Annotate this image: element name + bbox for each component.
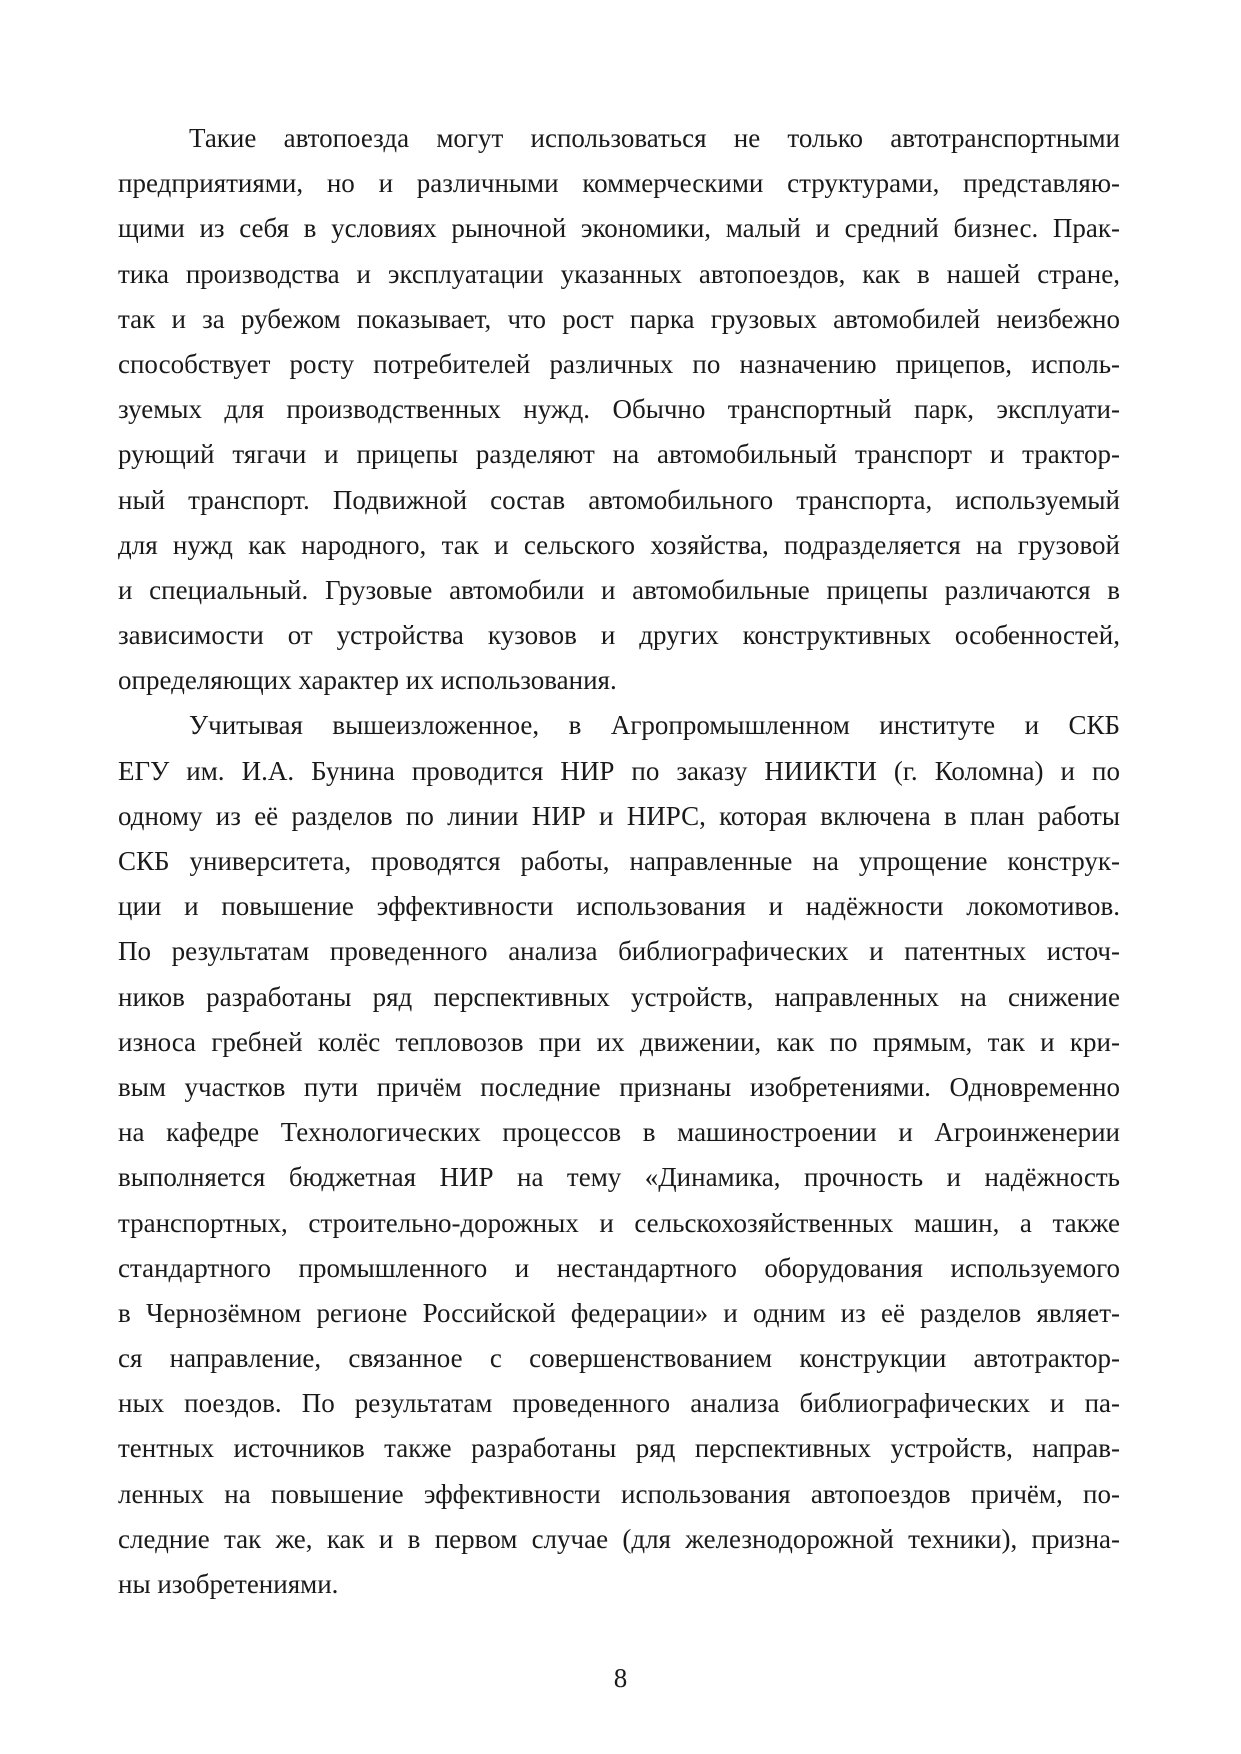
text-line: рующий тягачи и прицепы разделяют на автомобильный транспорт и трактор- xyxy=(118,439,1120,470)
text-line: в Чернозёмном регионе Российской федерации» и одним из её разделов являет- xyxy=(118,1297,1120,1328)
text-line: Учитывая вышеизложенное, в Агропромышленном институте и СКБ xyxy=(189,710,1120,741)
text-line: вым участков пути причём последние признаны изобретениями. Одновременно xyxy=(118,1071,1120,1102)
text-line: износа гребней колёс тепловозов при их движении, как по прямым, так и кри- xyxy=(118,1026,1120,1057)
text-line: ции и повышение эффективности использования и надёжности локомотивов. xyxy=(118,891,1120,922)
text-line: способствует росту потребителей различных по назначению прицепов, исполь- xyxy=(118,348,1120,379)
text-line: зависимости от устройства кузовов и других конструктивных особенностей, xyxy=(118,620,1120,651)
text-line: стандартного промышленного и нестандартного оборудования используемого xyxy=(118,1252,1120,1283)
text-line: для нужд как народного, так и сельского хозяйства, подразделяется на грузовой xyxy=(118,529,1120,560)
body-text xyxy=(118,116,1120,1607)
text-line: ников разработаны ряд перспективных устройств, направленных на снижение xyxy=(118,981,1120,1012)
text-line: ный транспорт. Подвижной состав автомобильного транспорта, используемый xyxy=(118,484,1120,515)
text-line: Такие автопоезда могут использоваться не только автотранспортными xyxy=(189,123,1120,153)
text-line: и специальный. Грузовые автомобили и автомобильные прицепы различаются в xyxy=(118,574,1120,605)
text-line: щими из себя в условиях рыночной экономики, малый и средний бизнес. Прак- xyxy=(118,213,1120,244)
text-line: ны изобретениями. xyxy=(118,1569,339,1599)
text-line: одному из её разделов по линии НИР и НИРС, которая включена в план работы xyxy=(118,800,1120,831)
text-line: ных поездов. По результатам проведенного анализа библиографических и па- xyxy=(118,1388,1120,1419)
text-line: зуемых для производственных нужд. Обычно транспортный парк, эксплуати- xyxy=(118,394,1120,425)
text-line: определяющих характер их использования. xyxy=(118,665,617,696)
paragraph-1 xyxy=(118,116,1120,703)
text-line: так и за рубежом показывает, что рост парка грузовых автомобилей неизбежно xyxy=(118,303,1120,334)
page-number: 8 xyxy=(613,1663,628,1693)
text-line: тентных источников также разработаны ряд перспективных устройств, направ- xyxy=(118,1433,1120,1464)
text-line: тика производства и эксплуатации указанных автопоездов, как в нашей стране, xyxy=(118,258,1120,289)
text-line: ся направление, связанное с совершенствованием конструкции автотрактор- xyxy=(118,1343,1120,1374)
text-line: предприятиями, но и различными коммерческими структурами, представляю- xyxy=(118,168,1120,199)
text-line: транспортных, строительно-дорожных и сельскохозяйственных машин, а также xyxy=(118,1207,1120,1238)
text-line: на кафедре Технологических процессов в машиностроении и Агроинженерии xyxy=(118,1117,1120,1148)
text-line: СКБ университета, проводятся работы, направленные на упрощение конструк- xyxy=(118,846,1120,876)
text-line: следние так же, как и в первом случае (для железнодорожной техники), призна- xyxy=(118,1523,1120,1554)
text-line: выполняется бюджетная НИР на тему «Динамика, прочность и надёжность xyxy=(118,1162,1120,1193)
text-line: ленных на повышение эффективности использования автопоездов причём, по- xyxy=(118,1478,1120,1509)
paragraph-2 xyxy=(118,703,1120,1607)
text-line: ЕГУ им. И.А. Бунина проводится НИР по заказу НИИКТИ (г. Коломна) и по xyxy=(118,755,1120,786)
text-line: По результатам проведенного анализа библиографических и патентных источ- xyxy=(118,936,1120,967)
